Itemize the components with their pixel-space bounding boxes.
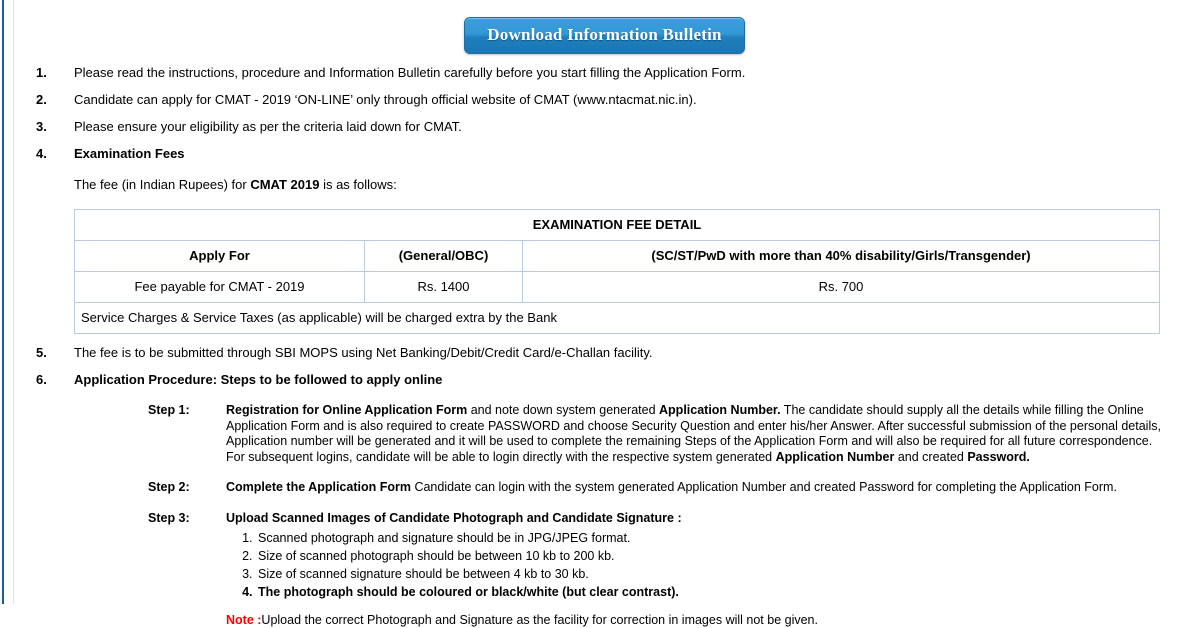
download-information-bulletin-button[interactable]: Download Information Bulletin (464, 17, 744, 54)
fee-row-reserved-amount: Rs. 700 (523, 272, 1160, 303)
examination-fee-table (74, 209, 1160, 334)
instruction-item-6 (14, 372, 1195, 628)
instruction-number: 6. (36, 372, 47, 387)
fee-table-header-reserved: (SC/ST/PwD with more than 40% disability/Girls/Transgender) (523, 241, 1160, 272)
instruction-item-2 (14, 92, 1195, 108)
step-2-label: Step 2: (148, 480, 190, 494)
instruction-number: 1. (36, 65, 47, 80)
instruction-number: 5. (36, 345, 47, 360)
table-row-title (75, 210, 1160, 241)
fee-intro-bold: CMAT 2019 (250, 177, 320, 192)
instruction-text: Please read the instructions, procedure and Information Bulletin carefully before you start filling the Application Form. (74, 65, 746, 80)
fee-table-header-general-obc: (General/OBC) (365, 241, 523, 272)
step-1-tail-mid: and created (894, 449, 968, 464)
instruction-text: The fee is to be submitted through SBI MOPS using Net Banking/Debit/Credit Card/e-Challan facility. (74, 345, 653, 360)
step-1-tail-password: Password. (967, 449, 1030, 464)
step-1-body (226, 403, 1161, 464)
step-3-requirements-list (226, 529, 1173, 601)
step-3-body (226, 511, 682, 525)
instruction-item-4 (14, 146, 1195, 334)
step-1-tail-application-number: Application Number (775, 449, 895, 464)
step-3-lead: Upload Scanned Images of Candidate Photograph and Candidate Signature : (226, 510, 682, 525)
instruction-text: Application Procedure: Steps to be followed to apply online (74, 372, 443, 387)
note-label: Note : (226, 613, 262, 627)
step-2-lead: Complete the Application Form (226, 480, 411, 494)
download-button-row (14, 0, 1195, 54)
fee-table-title: EXAMINATION FEE DETAIL (75, 210, 1160, 241)
instructions-page (14, 0, 1195, 627)
fee-intro-suffix: is as follows: (319, 177, 397, 192)
instruction-text: Please ensure your eligibility as per the criteria laid down for CMAT. (74, 119, 462, 134)
note-text: Upload the correct Photograph and Signature as the facility for correction in images will not be given. (261, 613, 818, 627)
instruction-item-5 (14, 345, 1195, 361)
fee-row-general-obc-amount: Rs. 1400 (365, 272, 523, 303)
step-1-mid: and note down system generated (467, 403, 660, 417)
instruction-item-1 (14, 65, 1195, 81)
step-1-application-number-bold: Application Number. (659, 403, 781, 417)
instruction-number: 4. (36, 146, 47, 161)
table-row (75, 272, 1160, 303)
step-2-body (226, 480, 1117, 494)
step-1 (74, 403, 1195, 465)
list-item: 1. Scanned photograph and signature should be in JPG/JPEG format. (256, 529, 1173, 547)
left-accent-border (2, 0, 4, 604)
instruction-text: Examination Fees (74, 146, 185, 161)
fee-table-footnote: Service Charges & Service Taxes (as applicable) will be charged extra by the Bank (75, 303, 1160, 334)
step-1-lead: Registration for Online Application Form (226, 403, 468, 417)
step-1-paragraph: The candidate should supply all the details while filling the Online Application Form and is also required to create PASSWORD and choose Security Question and enter his/her Answer. After successful submission of the personal details, Application number will be generated and it will be used to complete the remaining Steps of the Application Form and will also be required for all future correspondence. For subsequent logins, candidate will be able to login directly with the respective system generated (226, 403, 1161, 464)
photograph-note (74, 612, 1195, 628)
fee-table-header-apply-for: Apply For (75, 241, 365, 272)
application-steps (74, 403, 1195, 628)
table-row-header (75, 241, 1160, 272)
instruction-number: 3. (36, 119, 47, 134)
fee-row-label: Fee payable for CMAT - 2019 (75, 272, 365, 303)
step-3 (74, 511, 1195, 602)
step-3-label: Step 3: (148, 510, 190, 525)
step-2-paragraph: Candidate can login with the system generated Application Number and created Password for completing the Application Form. (410, 480, 1117, 494)
instruction-item-3 (14, 119, 1195, 135)
step-1-label: Step 1: (148, 403, 190, 417)
table-row-footnote (75, 303, 1160, 334)
list-item: 2. Size of scanned photograph should be between 10 kb to 200 kb. (256, 547, 1173, 565)
fee-intro-line (74, 177, 1195, 193)
instructions-list (14, 65, 1195, 628)
examination-fee-table-wrapper (74, 209, 1160, 334)
instruction-text: Candidate can apply for CMAT - 2019 ‘ON-LINE’ only through official website of CMAT (www.ntacmat.nic.in). (74, 92, 697, 107)
fee-intro-prefix: The fee (in Indian Rupees) for (74, 177, 251, 192)
instruction-number: 2. (36, 92, 47, 107)
list-item: 4. The photograph should be coloured or black/white (but clear contrast). (256, 583, 1173, 601)
step-2 (74, 480, 1195, 496)
list-item: 3. Size of scanned signature should be between 4 kb to 30 kb. (256, 565, 1173, 583)
